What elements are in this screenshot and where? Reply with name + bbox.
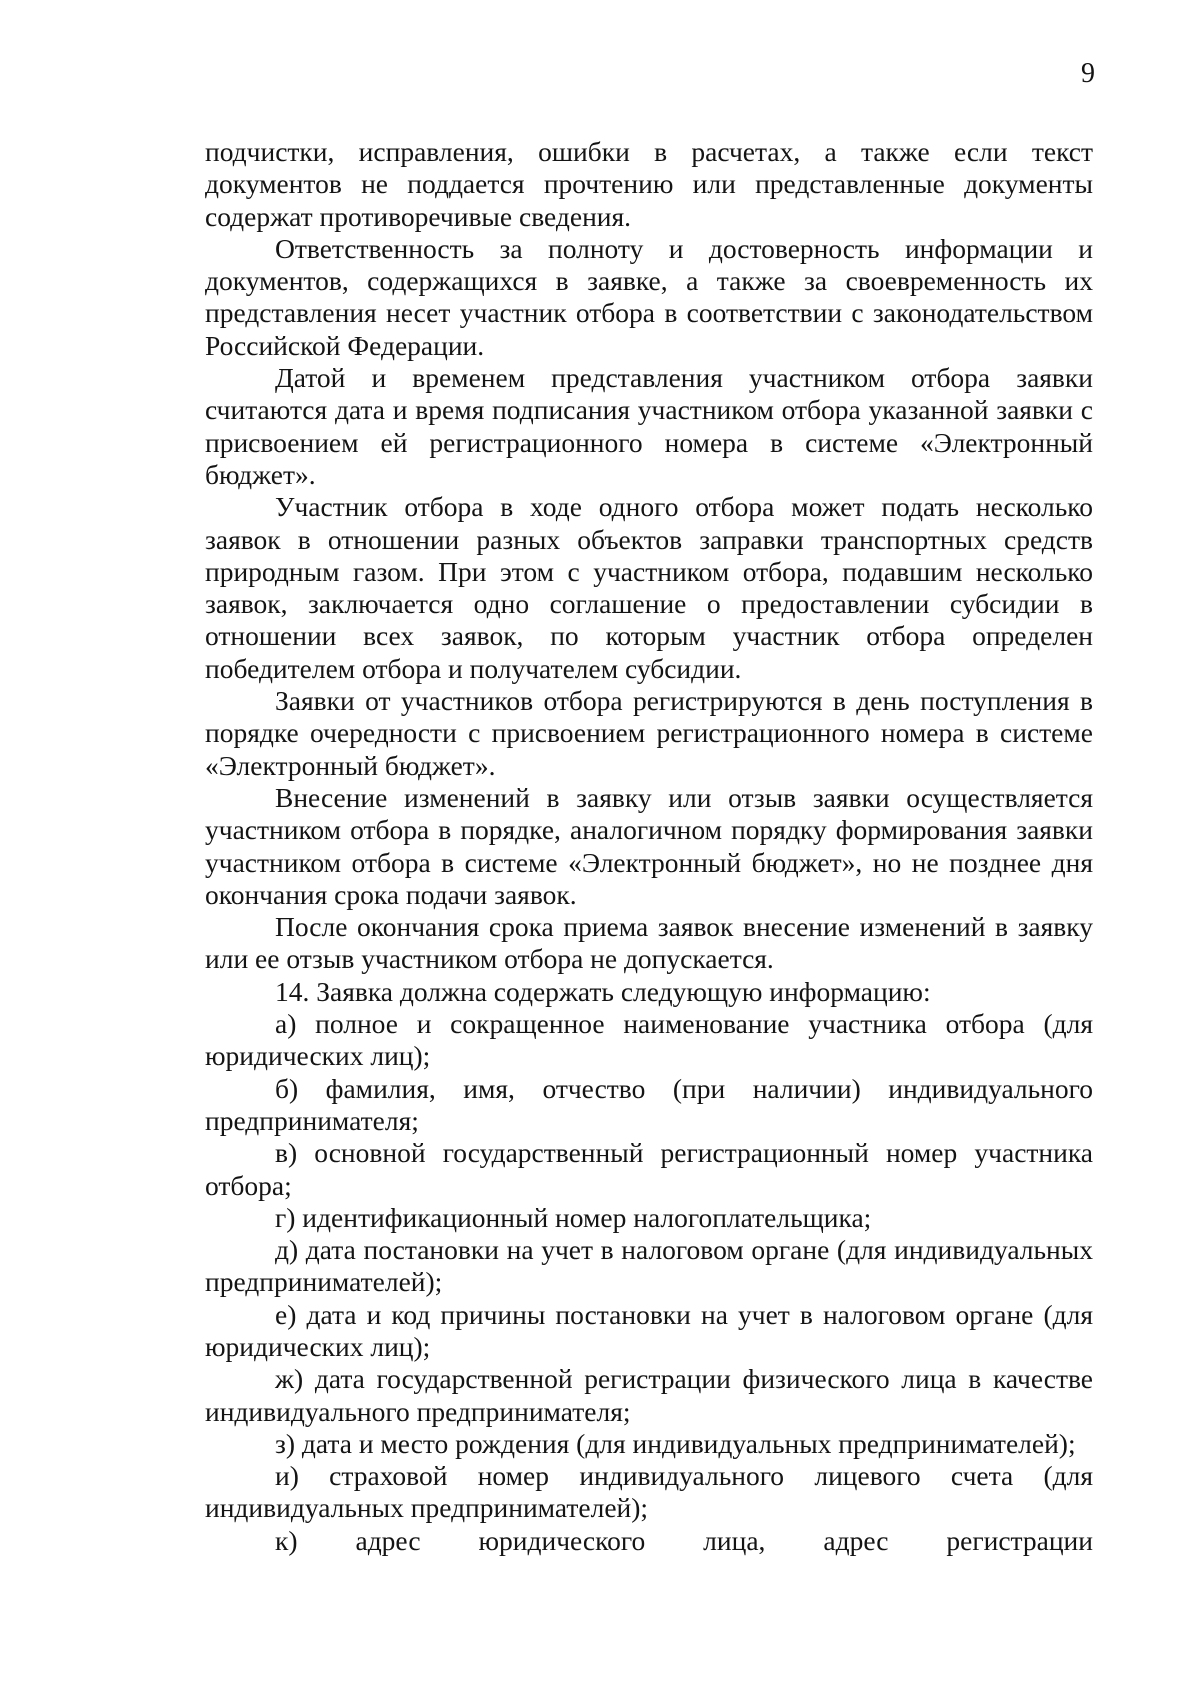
paragraph: Ответственность за полноту и достоверность информации и документов, содержащихся в заявке, а также за своевременность их представления несет участник отбора в соответствии с законодательством Российской Федерации. xyxy=(205,232,1093,361)
paragraph: Датой и временем представления участником отбора заявки считаются дата и время подписания участником отбора указанной заявки с присвоением ей регистрационного номера в системе «Электронный бюджет». xyxy=(205,362,1093,490)
list-item: д) дата постановки на учет в налоговом органе (для индивидуальных предпринимателей); xyxy=(205,1234,1093,1298)
list-item: в) основной государственный регистрационный номер участника отбора; xyxy=(205,1137,1093,1201)
paragraph: После окончания срока приема заявок внесение изменений в заявку или ее отзыв участником отбора не допускается. xyxy=(205,911,1093,975)
list-item: и) страховой номер индивидуального лицевого счета (для индивидуальных предпринимателей); xyxy=(205,1460,1093,1524)
document-body xyxy=(205,136,1093,1557)
paragraph: Внесение изменений в заявку или отзыв заявки осуществляется участником отбора в порядке, аналогичном порядку формирования заявки участником отбора в системе «Электронный бюджет», но не позднее дня окончания срока подачи заявок. xyxy=(205,781,1093,910)
list-item: г) идентификационный номер налогоплательщика; xyxy=(275,1201,872,1233)
paragraph: Участник отбора в ходе одного отбора может подать несколько заявок в отношении разных объектов заправки транспортных средств природным газом. При этом с участником отбора, подавшим несколько заявок, заключается одно соглашение о предоставлении субсидии в отношении всех заявок, по которым участник отбора определен победителем отбора и получателем субсидии. xyxy=(205,491,1093,684)
section-heading: 14. Заявка должна содержать следующую информацию: xyxy=(275,975,931,1007)
list-item: ж) дата государственной регистрации физического лица в качестве индивидуального предпринимателя; xyxy=(205,1363,1093,1427)
list-item: к) адрес юридического лица, адрес регистрации xyxy=(275,1524,1093,1556)
page-number: 9 xyxy=(1081,58,1095,89)
paragraph: Заявки от участников отбора регистрируются в день поступления в порядке очередности с присвоением регистрационного номера в системе «Электронный бюджет». xyxy=(205,685,1093,781)
list-item: е) дата и код причины постановки на учет в налоговом органе (для юридических лиц); xyxy=(205,1298,1093,1362)
list-item: з) дата и место рождения (для индивидуальных предпринимателей); xyxy=(275,1427,1076,1459)
list-item: а) полное и сокращенное наименование участника отбора (для юридических лиц); xyxy=(205,1008,1093,1072)
paragraph: подчистки, исправления, ошибки в расчетах, а также если текст документов не поддается прочтению или представленные документы содержат противоречивые сведения. xyxy=(205,136,1093,232)
list-item: б) фамилия, имя, отчество (при наличии) индивидуального предпринимателя; xyxy=(205,1072,1093,1136)
